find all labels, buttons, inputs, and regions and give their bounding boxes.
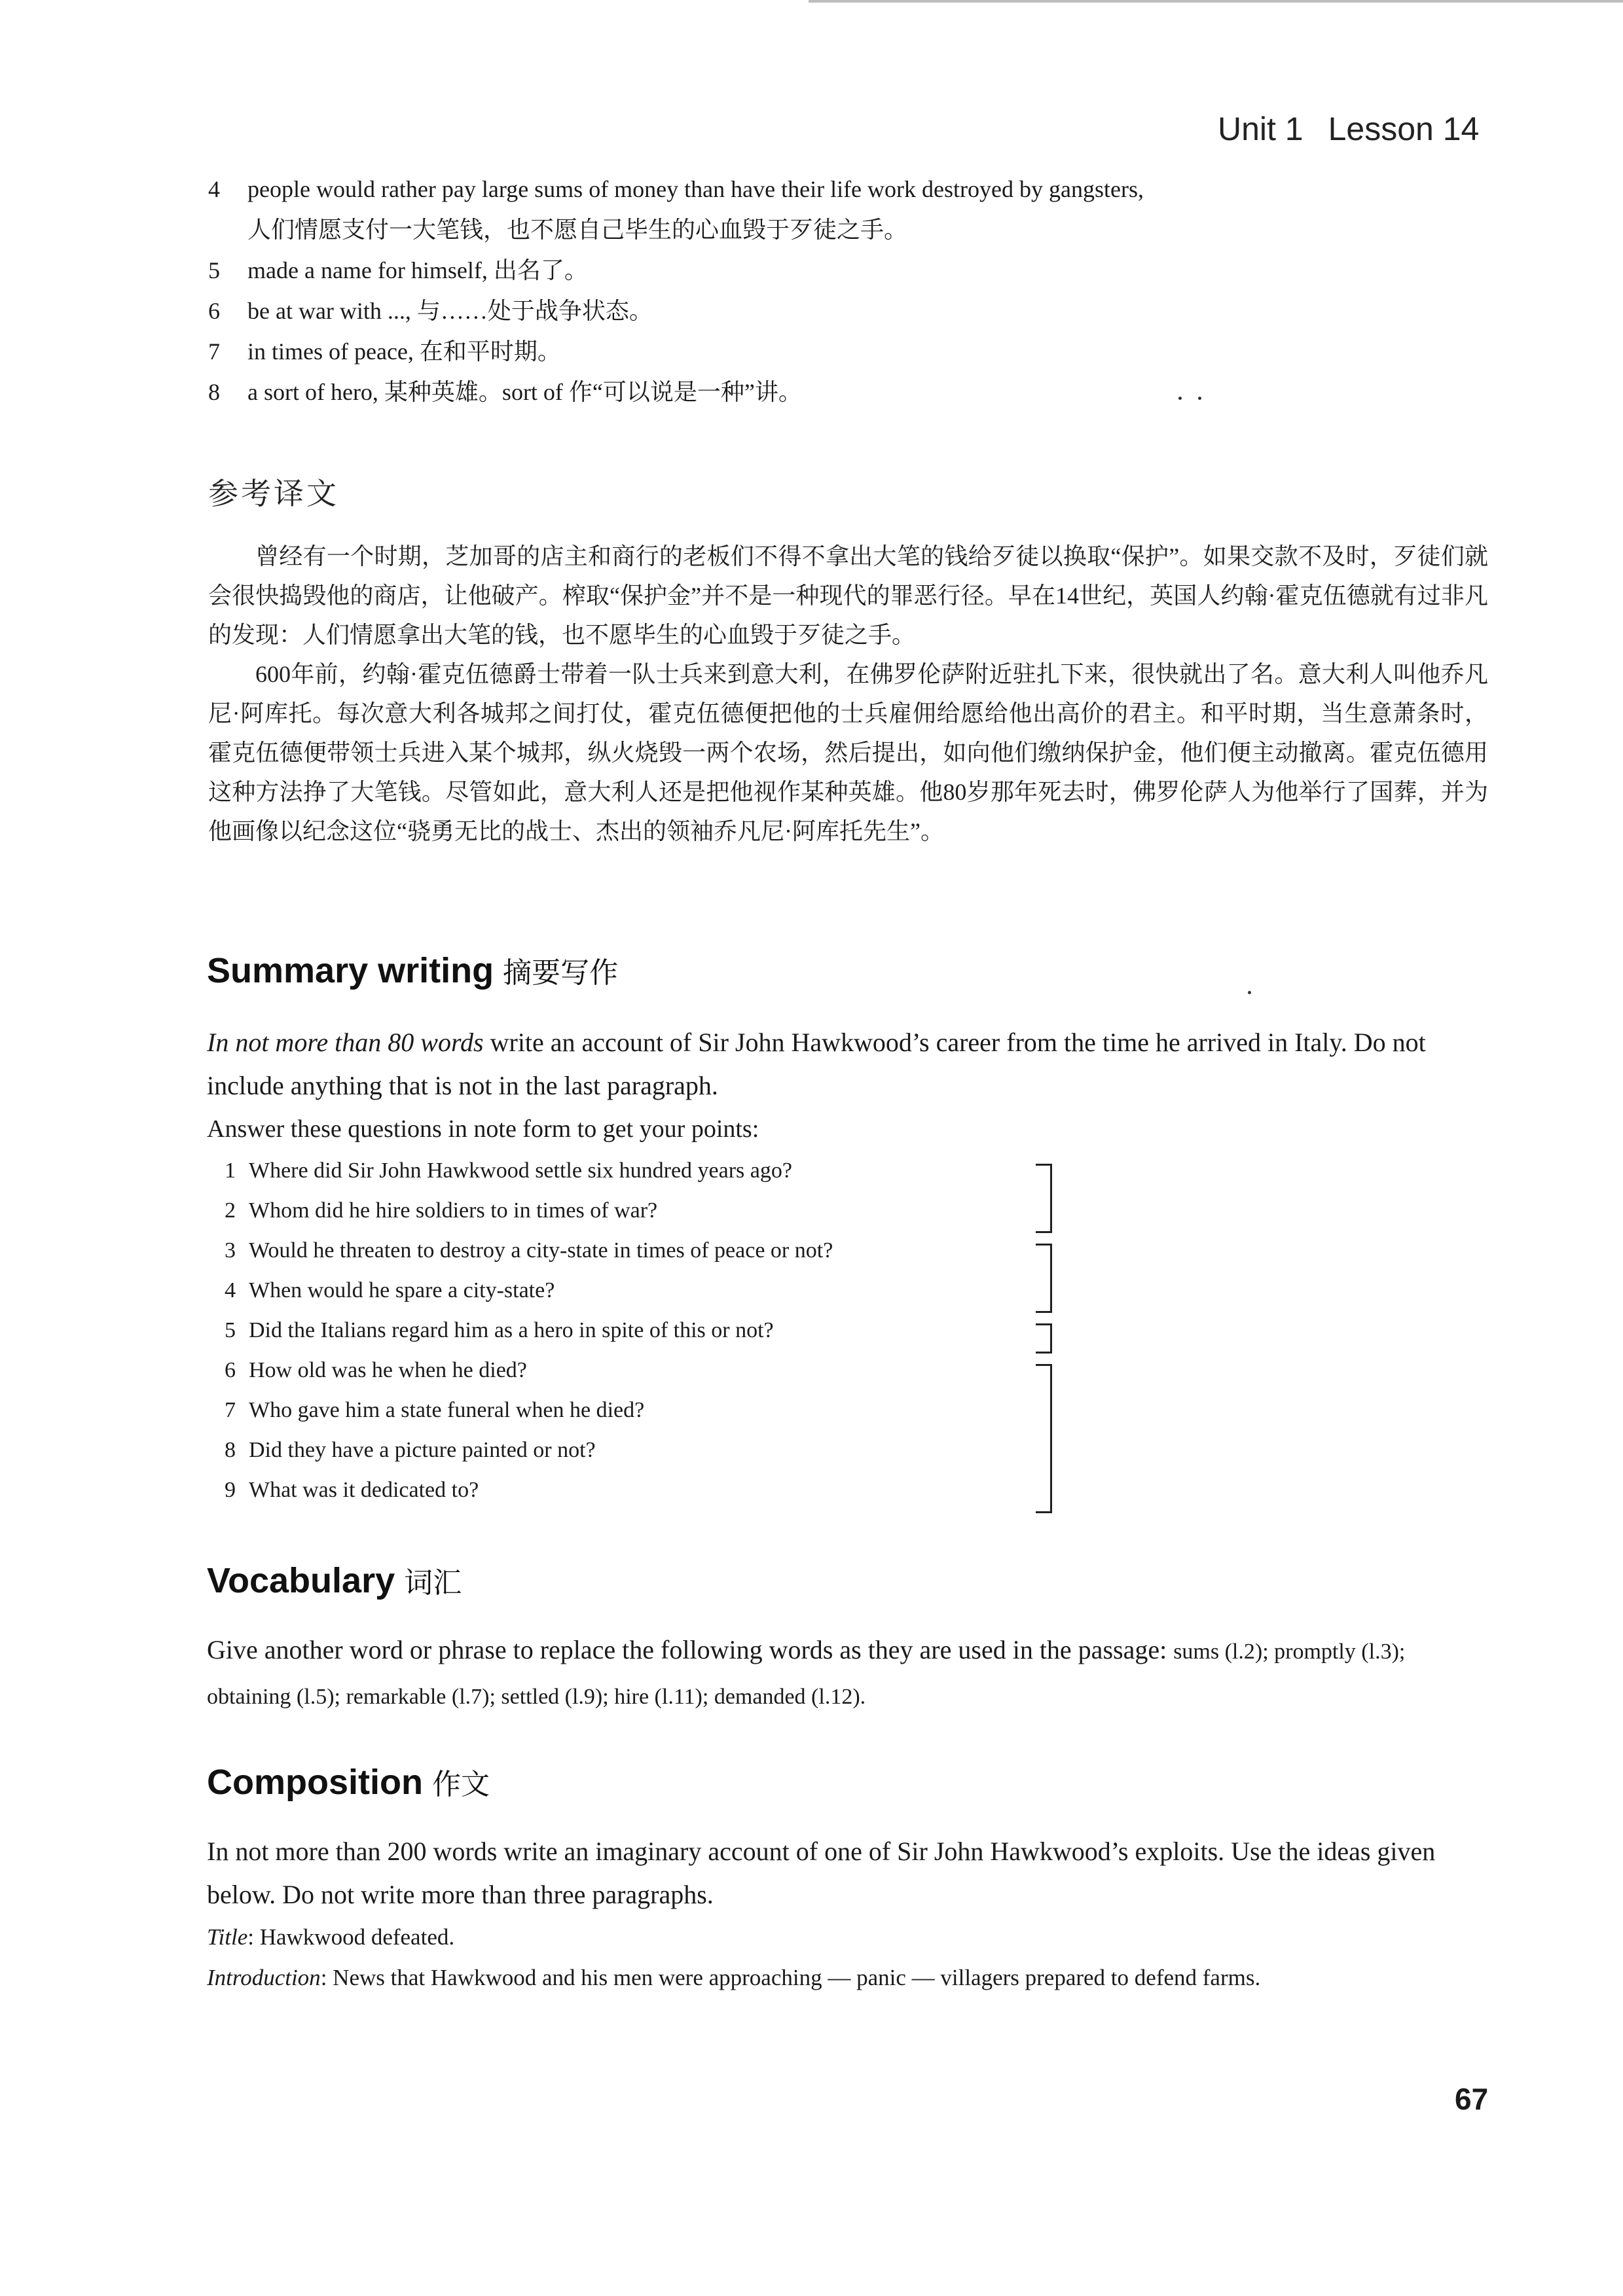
note-text: be at war with ..., 与……处于战争状态。 bbox=[247, 298, 653, 324]
note-item bbox=[208, 250, 1518, 291]
notes-list bbox=[208, 169, 1518, 412]
question-text: Did the Italians regard him as a hero in spite of this or not? bbox=[249, 1318, 774, 1342]
composition-heading bbox=[207, 1761, 490, 1803]
summary-questions bbox=[216, 1151, 1067, 1510]
question-item bbox=[216, 1310, 1067, 1350]
summary-word-limit: In not more than 80 words bbox=[207, 1028, 484, 1057]
note-translation: 人们情愿支付一大笔钱，也不愿自己毕生的心血毁于歹徒之手。 bbox=[247, 217, 908, 243]
question-group-bracket bbox=[1036, 1244, 1052, 1313]
translation-paragraph: 曾经有一个时期，芝加哥的店主和商行的老板们不得不拿出大笔的钱给歹徒以换取“保护”。如果交款不及时，歹徒们就会很快捣毁他的商店，让他破产。榨取“保护金”并不是一种现代的罪恶行径。早在14世纪，英国人约翰·霍克伍德就有过非凡的发现：人们情愿拿出大笔的钱，也不愿毕生的心血毁于歹徒之手。 bbox=[208, 543, 1488, 648]
question-number: 5 bbox=[225, 1318, 236, 1342]
vocabulary-heading-en: Vocabulary bbox=[207, 1561, 395, 1600]
question-item bbox=[216, 1270, 1067, 1310]
note-number: 7 bbox=[208, 338, 220, 365]
question-text: Who gave him a state funeral when he died? bbox=[249, 1398, 645, 1422]
note-text: people would rather pay large sums of money than have their life work destroyed by gangsters, bbox=[247, 176, 1144, 202]
vocabulary-instructions bbox=[207, 1628, 1490, 1719]
composition-intro-line bbox=[207, 1958, 1490, 1998]
scan-speck bbox=[1178, 397, 1182, 400]
question-group-bracket bbox=[1036, 1323, 1052, 1354]
question-text: Where did Sir John Hawkwood settle six hundred years ago? bbox=[249, 1158, 792, 1183]
note-number: 8 bbox=[208, 379, 220, 405]
question-item bbox=[216, 1151, 1067, 1191]
vocabulary-heading-cn: 词汇 bbox=[404, 1566, 462, 1600]
scan-speck bbox=[1198, 397, 1201, 400]
question-text: What was it dedicated to? bbox=[249, 1478, 479, 1502]
note-text: made a name for himself, 出名了。 bbox=[247, 257, 588, 283]
summary-heading-en: Summary writing bbox=[207, 951, 494, 990]
composition-intro-label: Introduction bbox=[207, 1965, 321, 1990]
question-text: Would he threaten to destroy a city-state in times of peace or not? bbox=[249, 1238, 833, 1263]
composition-heading-en: Composition bbox=[207, 1763, 423, 1802]
vocabulary-lead: Give another word or phrase to replace the following words as they are used in the passage: bbox=[207, 1635, 1174, 1664]
question-number: 2 bbox=[225, 1198, 236, 1223]
summary-heading-cn: 摘要写作 bbox=[503, 956, 619, 990]
question-text: Whom did he hire soldiers to in times of war? bbox=[249, 1198, 658, 1223]
translation-paragraph: 600年前，约翰·霍克伍德爵士带着一队士兵来到意大利，在佛罗伦萨附近驻扎下来，很快就出了名。意大利人叫他乔凡尼·阿库托。每次意大利各城邦之间打仗，霍克伍德便把他的士兵雇佣给愿给他出高价的君主。和平时期，当生意萧条时，霍克伍德便带领士兵进入某个城邦，纵火烧毁一两个农场，然后提出，如向他们缴纳保护金，他们便主动撤离。霍克伍德用这种方法挣了大笔钱。尽管如此，意大利人还是把他视作某种英雄。他80岁那年死去时，佛罗伦萨人为他举行了国葬，并为他画像以纪念这位“骁勇无比的战士、杰出的领袖乔凡尼·阿库托先生”。 bbox=[208, 661, 1488, 844]
vocabulary-items: sums (l.2); promptly (l.3); obtaining (l.5); remarkable (l.7); settled (l.9); hire (l.11); demanded (l.12). bbox=[207, 1640, 1406, 1709]
note-item bbox=[208, 331, 1518, 372]
question-item bbox=[216, 1230, 1067, 1270]
scan-speck bbox=[1248, 991, 1251, 994]
note-item bbox=[208, 372, 1518, 412]
composition-heading-cn: 作文 bbox=[431, 1768, 490, 1801]
composition-title-line bbox=[207, 1918, 1490, 1957]
composition-intro-value: : News that Hawkwood and his men were approaching — panic — villagers prepared to defend farms. bbox=[320, 1965, 1261, 1990]
question-item bbox=[216, 1191, 1067, 1230]
question-text: Did they have a picture painted or not? bbox=[249, 1438, 596, 1462]
composition-title-value: : Hawkwood defeated. bbox=[247, 1924, 455, 1950]
lesson-label: Lesson 14 bbox=[1328, 111, 1480, 147]
question-text: How old was he when he died? bbox=[249, 1358, 527, 1382]
question-number: 8 bbox=[225, 1438, 236, 1462]
running-head bbox=[1218, 110, 1479, 148]
question-number: 9 bbox=[225, 1478, 236, 1502]
note-number: 5 bbox=[208, 257, 220, 283]
note-number: 6 bbox=[208, 298, 220, 324]
note-number: 4 bbox=[208, 176, 220, 202]
vocabulary-heading bbox=[207, 1559, 462, 1601]
top-rule bbox=[809, 0, 1623, 3]
reference-translation-heading: 参考译文 bbox=[208, 476, 339, 511]
question-group-bracket bbox=[1036, 1164, 1052, 1233]
note-text: in times of peace, 在和平时期。 bbox=[247, 338, 561, 365]
summary-writing-heading bbox=[207, 949, 618, 991]
question-group-bracket bbox=[1036, 1364, 1052, 1513]
question-number: 4 bbox=[225, 1278, 236, 1302]
question-number: 6 bbox=[225, 1358, 236, 1382]
question-item bbox=[216, 1470, 1067, 1510]
question-item bbox=[216, 1350, 1067, 1390]
question-number: 3 bbox=[225, 1238, 236, 1263]
reference-translation-body bbox=[208, 537, 1488, 851]
question-text: When would he spare a city-state? bbox=[249, 1278, 555, 1302]
composition-title-label: Title bbox=[207, 1924, 248, 1950]
question-number: 1 bbox=[225, 1158, 236, 1183]
page-number: 67 bbox=[1455, 2082, 1489, 2116]
note-text: a sort of hero, 某种英雄。sort of 作“可以说是一种”讲。 bbox=[247, 379, 802, 405]
note-item bbox=[208, 169, 1518, 250]
question-number: 7 bbox=[225, 1398, 236, 1422]
unit-label: Unit 1 bbox=[1218, 111, 1304, 147]
question-item bbox=[216, 1430, 1067, 1470]
question-item bbox=[216, 1390, 1067, 1430]
answer-intro: Answer these questions in note form to get your points: bbox=[207, 1115, 759, 1143]
summary-instructions bbox=[207, 1021, 1490, 1107]
composition-instructions: In not more than 200 words write an imaginary account of one of Sir John Hawkwood’s exploits. Use the ideas given below. Do not write more than three paragraphs. bbox=[207, 1837, 1436, 1909]
note-item bbox=[208, 291, 1518, 331]
summary-instruction-text: write an account of Sir John Hawkwood’s career from the time he arrived in Italy. Do not include anything that is not in the last paragraph. bbox=[207, 1028, 1426, 1100]
